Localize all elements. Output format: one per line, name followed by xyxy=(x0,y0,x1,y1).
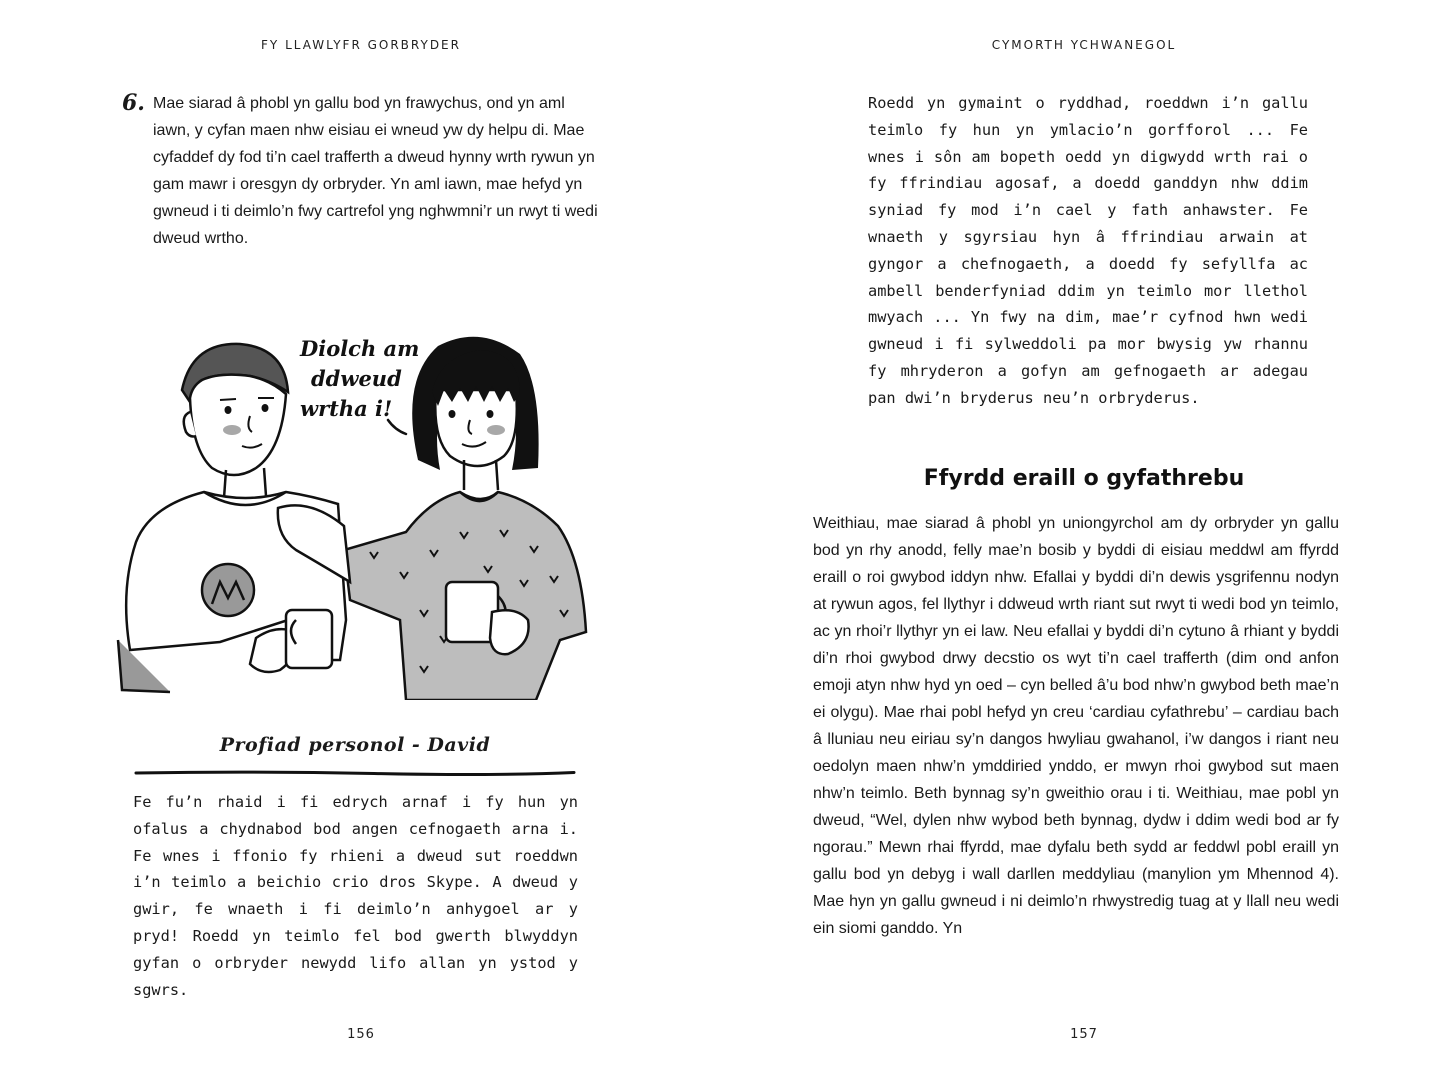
point-number: 6. xyxy=(122,90,145,116)
two-people-illustration xyxy=(100,320,620,700)
running-head-left: FY LLAWLYFR GORBRYDER xyxy=(261,38,461,52)
speech-line-2: ddweud xyxy=(311,366,402,391)
running-head-right: CYMORTH YCHWANEGOL xyxy=(991,38,1177,52)
numbered-point xyxy=(122,90,604,252)
point-text: Mae siarad â phobl yn gallu bod yn frawychus, ond yn aml iawn, y cyfan maen nhw eisiau ei wneud yw dy helpu di. Mae cyfaddef dy fod ti’n cael trafferth a dweud hynny wrth rywun yn gam mawr i oresgyn dy orbryder. Yn aml iawn, mae hefyd yn gwneud i ti deimlo’n fwy cartrefol yng nghwmni’r un rwyt ti wedi dweud wrtho. xyxy=(153,95,598,247)
testimony-text: Fe fu’n rhaid i fi edrych arnaf i fy hun yn ofalus a chydnabod bod angen cefnogaeth arna i. Fe wnes i ffonio fy rhieni a dweud sut roeddwn i’n teimlo a beichio crio dros Skype. A dweud y gwir, fe wnaeth i fi deimlo’n anhygoel ar y pryd! Roedd yn teimlo fel bod gwerth blwyddyn gyfan o orbryder newydd lifo allan yn ystod y sgwrs. xyxy=(133,793,578,999)
testimony-continued-text: Roedd yn gymaint o ryddhad, roeddwn i’n gallu teimlo fy hun yn ymlacio’n gorfforol ... Fe wnes i sôn am bopeth oedd yn digwydd wrth rai o fy ffrindiau agosaf, a doedd ganddyn nhw ddim syniad fy mod i’n cael y fath anhawster. Fe wnaeth y sgyrsiau hyn â ffrindiau arwain at gyngor a chefnogaeth, a doedd fy sefyllfa ac ambell benderfyniad ddim yn teimlo mor llethol mwyach ... Yn fwy na dim, mae’r cyfnod hwn wedi gwneud i fi sylweddoli pa mor bwysig yw rhannu fy mhryderon a gofyn am gefnogaeth ar adegau pan dwi’n bryderus neu’n orbryderus. xyxy=(868,94,1308,407)
speech-line-1: Diolch am xyxy=(300,336,420,361)
section-heading: Ffyrdd eraill o gyfathrebu xyxy=(923,466,1245,491)
page-number-right: 157 xyxy=(1070,1027,1098,1042)
speech-line-3: wrtha i! xyxy=(300,396,393,421)
right-page xyxy=(723,0,1445,1088)
page-number-left: 156 xyxy=(347,1027,375,1042)
body-paragraph: Weithiau, mae siarad â phobl yn uniongyrchol am dy orbryder yn gallu bod yn rhy anodd, felly mae’n bosib y byddi di eisiau meddwl am ffyrdd eraill o roi gwybod iddyn nhw. Efallai y byddi di’n dewis ysgrifennu nodyn at rywun agos, fel llythyr i ddweud wrth riant sut rwyt ti wedi bod yn teimlo, ac yn rhoi’r llythyr yn ei law. Neu efallai y byddi di’n cytuno â rhiant y byddi di’n rhoi gwybod drwy decstio os wyt ti’n cael trafferth (dim ond anfon emoji atyn nhw hyd yn oed – cyn belled â’u bod nhw’n gwybod beth mae’n ei olygu). Mae rhai pobl hefyd yn creu ‘cardiau cyfathrebu’ – cardiau bach â lluniau neu eiriau sy’n dangos hwyliau gwahanol, i’w dangos i riant neu oedolyn maen nhw’n ymddiried ynddo, er mwyn rhoi gwybod sut maen nhw’n teimlo. Beth bynnag sy’n gweithio orau i ti. Weithiau, mae pobl yn dweud, “Wel, dylen nhw wybod beth bynnag, dydw i ddim wedi bod ar fy ngorau.” Mewn rhai ffyrdd, mae dyfalu beth sydd ar feddwl pobl eraill yn gallu bod yn debyg i wall darllen meddyliau (manylion ym Mhennod 4). Mae hyn yn gallu gwneud i ni deimlo’n rhwystredig tuag at y llall neu wedi ein siomi ganddo. Yn xyxy=(813,515,1339,937)
caption-divider xyxy=(134,770,576,776)
left-page xyxy=(0,0,722,1088)
speech-tail xyxy=(388,420,406,434)
caption-title: Profiad personol - David xyxy=(219,734,491,756)
